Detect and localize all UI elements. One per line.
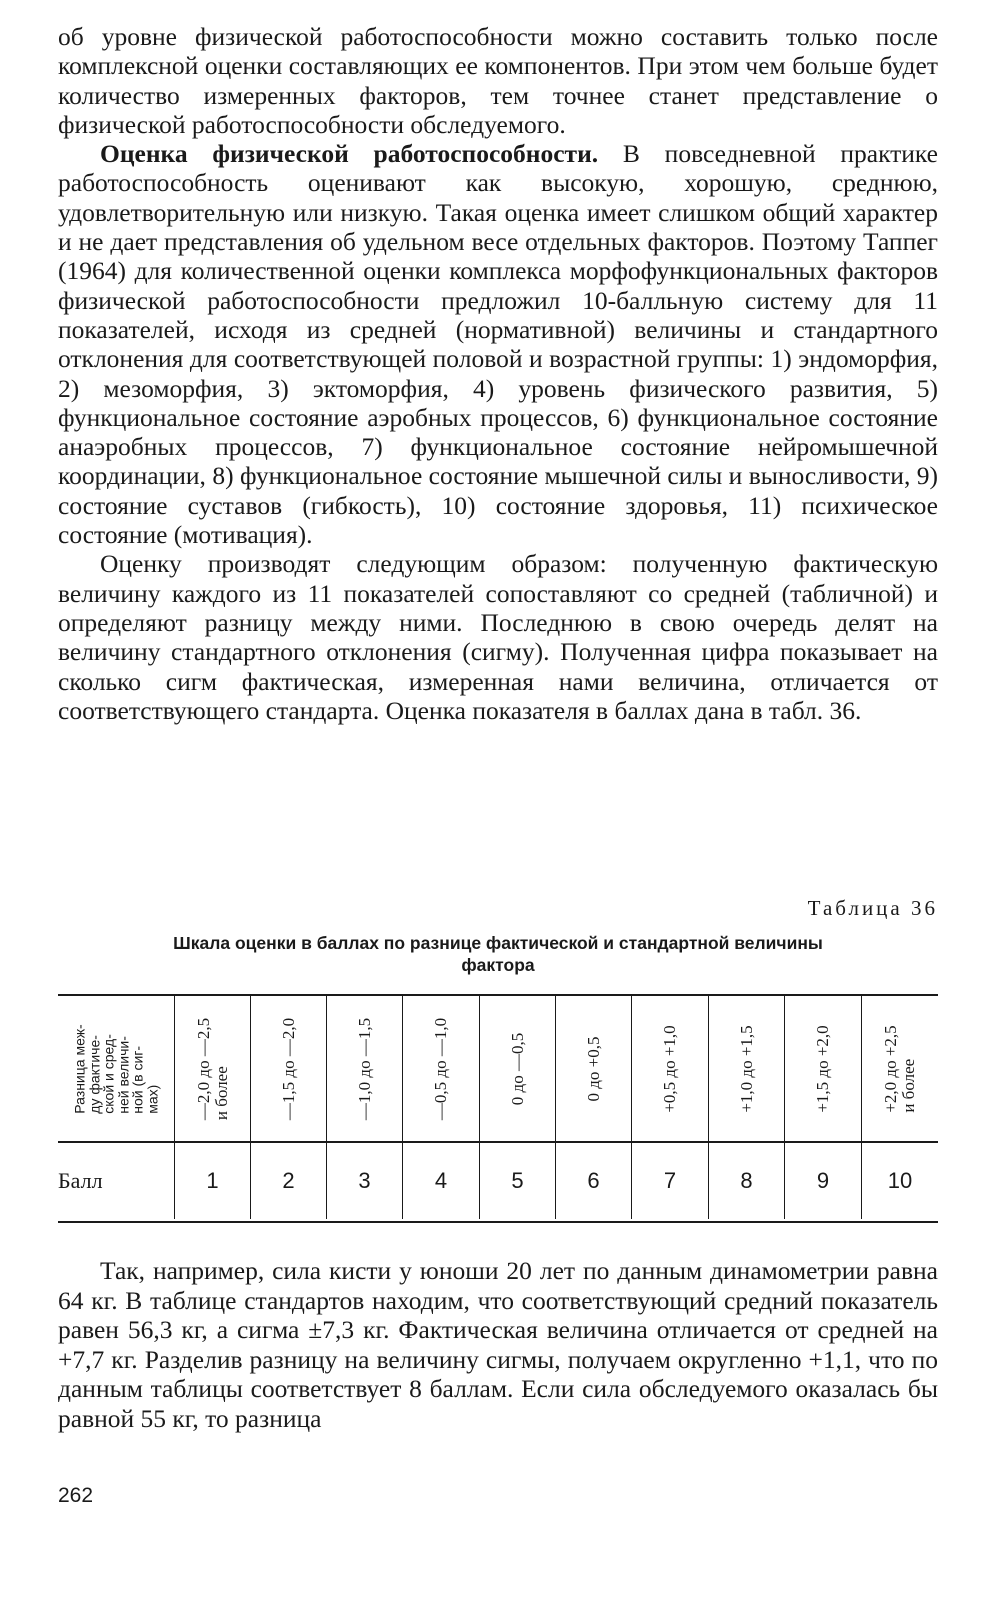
table-header-range: +1,5 до +2,0 [813,1024,832,1113]
table-header-range: —1,5 до —2,0 [278,1017,298,1120]
table-title-line-2: фактора [461,955,535,975]
paragraph-3: Оценку производят следующим образом: полученную фактическую величину каждого из 11 показателей сопоставляют со средней (табличной) и определяют разницу между ними. Последнюю в свою очередь делят на величину стандартного отклонения (сигму). Полученная цифра показывает на сколько сигм фактическая, измеренная нами величина, отличается от соответствующего стандарта. Оценка показателя в баллах дана в табл. 36. [58,549,938,725]
table-row-label: Балл [58,1168,103,1193]
table-caption: Таблица 36 [807,896,938,920]
table-score-row [58,1143,938,1219]
table-header-cell [403,996,480,1141]
table-header-label: Разница меж- ду фактиче- ской и сред- ней величи- ной (в сиг- мах) [71,1023,160,1114]
paragraph-2-heading: Оценка физической работоспособности. [100,139,599,169]
paragraph-1: об уровне физической работоспособности можно составить только после комплексной оценки составляющих ее компонентов. При этом чем больше будет количество измеренных факторов, тем точнее станет представление о физической работоспособности обследуемого. [58,22,938,139]
table-score-cell: 6 [556,1143,632,1219]
table-header-cell [632,996,709,1141]
table-score-cell: 3 [327,1143,403,1219]
page-number: 262 [58,1484,94,1507]
page-body [58,22,938,725]
table-score-cell: 5 [480,1143,556,1219]
table-header-cell [556,996,632,1141]
paragraph-2 [58,139,938,549]
table-header-range: 0 до +0,5 [583,1036,603,1101]
score-table [58,994,938,1223]
table-title [58,932,938,976]
table-header-cell [785,996,862,1141]
table-title-line-1: Шкала оценки в баллах по разнице фактической и стандартной величины [173,933,823,953]
table-header-range: +1,0 до +1,5 [736,1024,756,1113]
paragraph-2-body: В повседневной практике работоспособность оценивают как высокую, хорошую, среднюю, удовлетворительную или низкую. Такая оценка имеет слишком общий характер и не дает представления об удельном весе отдельных факторов. Поэтому Таппег (1964) для количественной оценки комплекса морфофункциональных факторов физической работоспособности предложил 10-балльную систему для 11 показателей, исходя из средней (нормативной) величины и стандартного отклонения для соответствующей половой и возрастной группы: 1) эндоморфия, 2) мезоморфия, 3) эктоморфия, 4) уровень физического развития, 5) функциональное состояние аэробных процессов, 6) функциональное состояние анаэробных процессов, 7) функциональное состояние нейромышечной координации, 8) функциональное состояние мышечной силы и выносливости, 9) состояние суставов (гибкость), 10) состояние здоровья, 11) психическое состояние (мотивация). [58,139,938,550]
table-header-cell [709,996,785,1141]
table-header-range: —1,0 до —1,5 [354,1017,374,1120]
table-header-cell [480,996,556,1141]
table-header-range: —2,0 до —2,5 и более [193,1017,231,1120]
table-header-range: 0 до —0,5 [507,1032,527,1105]
table-score-cell: 10 [887,1168,913,1193]
table-score-cell: 4 [403,1143,480,1219]
table-header-label-cell [58,996,175,1141]
table-header-row [58,996,938,1143]
table-row-label-cell [58,1143,175,1219]
table-score-cell: 7 [632,1143,709,1219]
table-score-cell: 2 [251,1143,327,1219]
table-header-range: +0,5 до +1,0 [660,1024,679,1113]
paragraph-4: Так, например, сила кисти у юноши 20 лет по данным динамометрии равна 64 кг. В таблице стандартов находим, что соответствующий средний показатель равен 56,3 кг, а сигма ±7,3 кг. Фактическая величина отличается от средней на +7,7 кг. Разделив разницу на величину сигмы, получаем округленно +1,1, что по данным таблицы соответствует 8 баллам. Если сила обследуемого оказалась бы равной 55 кг, то разница [58,1256,938,1433]
table-header-cell [862,996,938,1141]
table-header-range: —0,5 до —1,0 [431,1017,450,1120]
table-header-cell [251,996,327,1141]
table-score-cell: 1 [175,1143,251,1219]
page-body-after-table [58,1256,938,1434]
table-header-cell [175,996,251,1141]
table-score-cell: 9 [785,1143,862,1219]
table-header-range: +2,0 до +2,5 и более [881,1024,918,1113]
table-score-cell: 8 [709,1143,785,1219]
table-header-cell [327,996,403,1141]
